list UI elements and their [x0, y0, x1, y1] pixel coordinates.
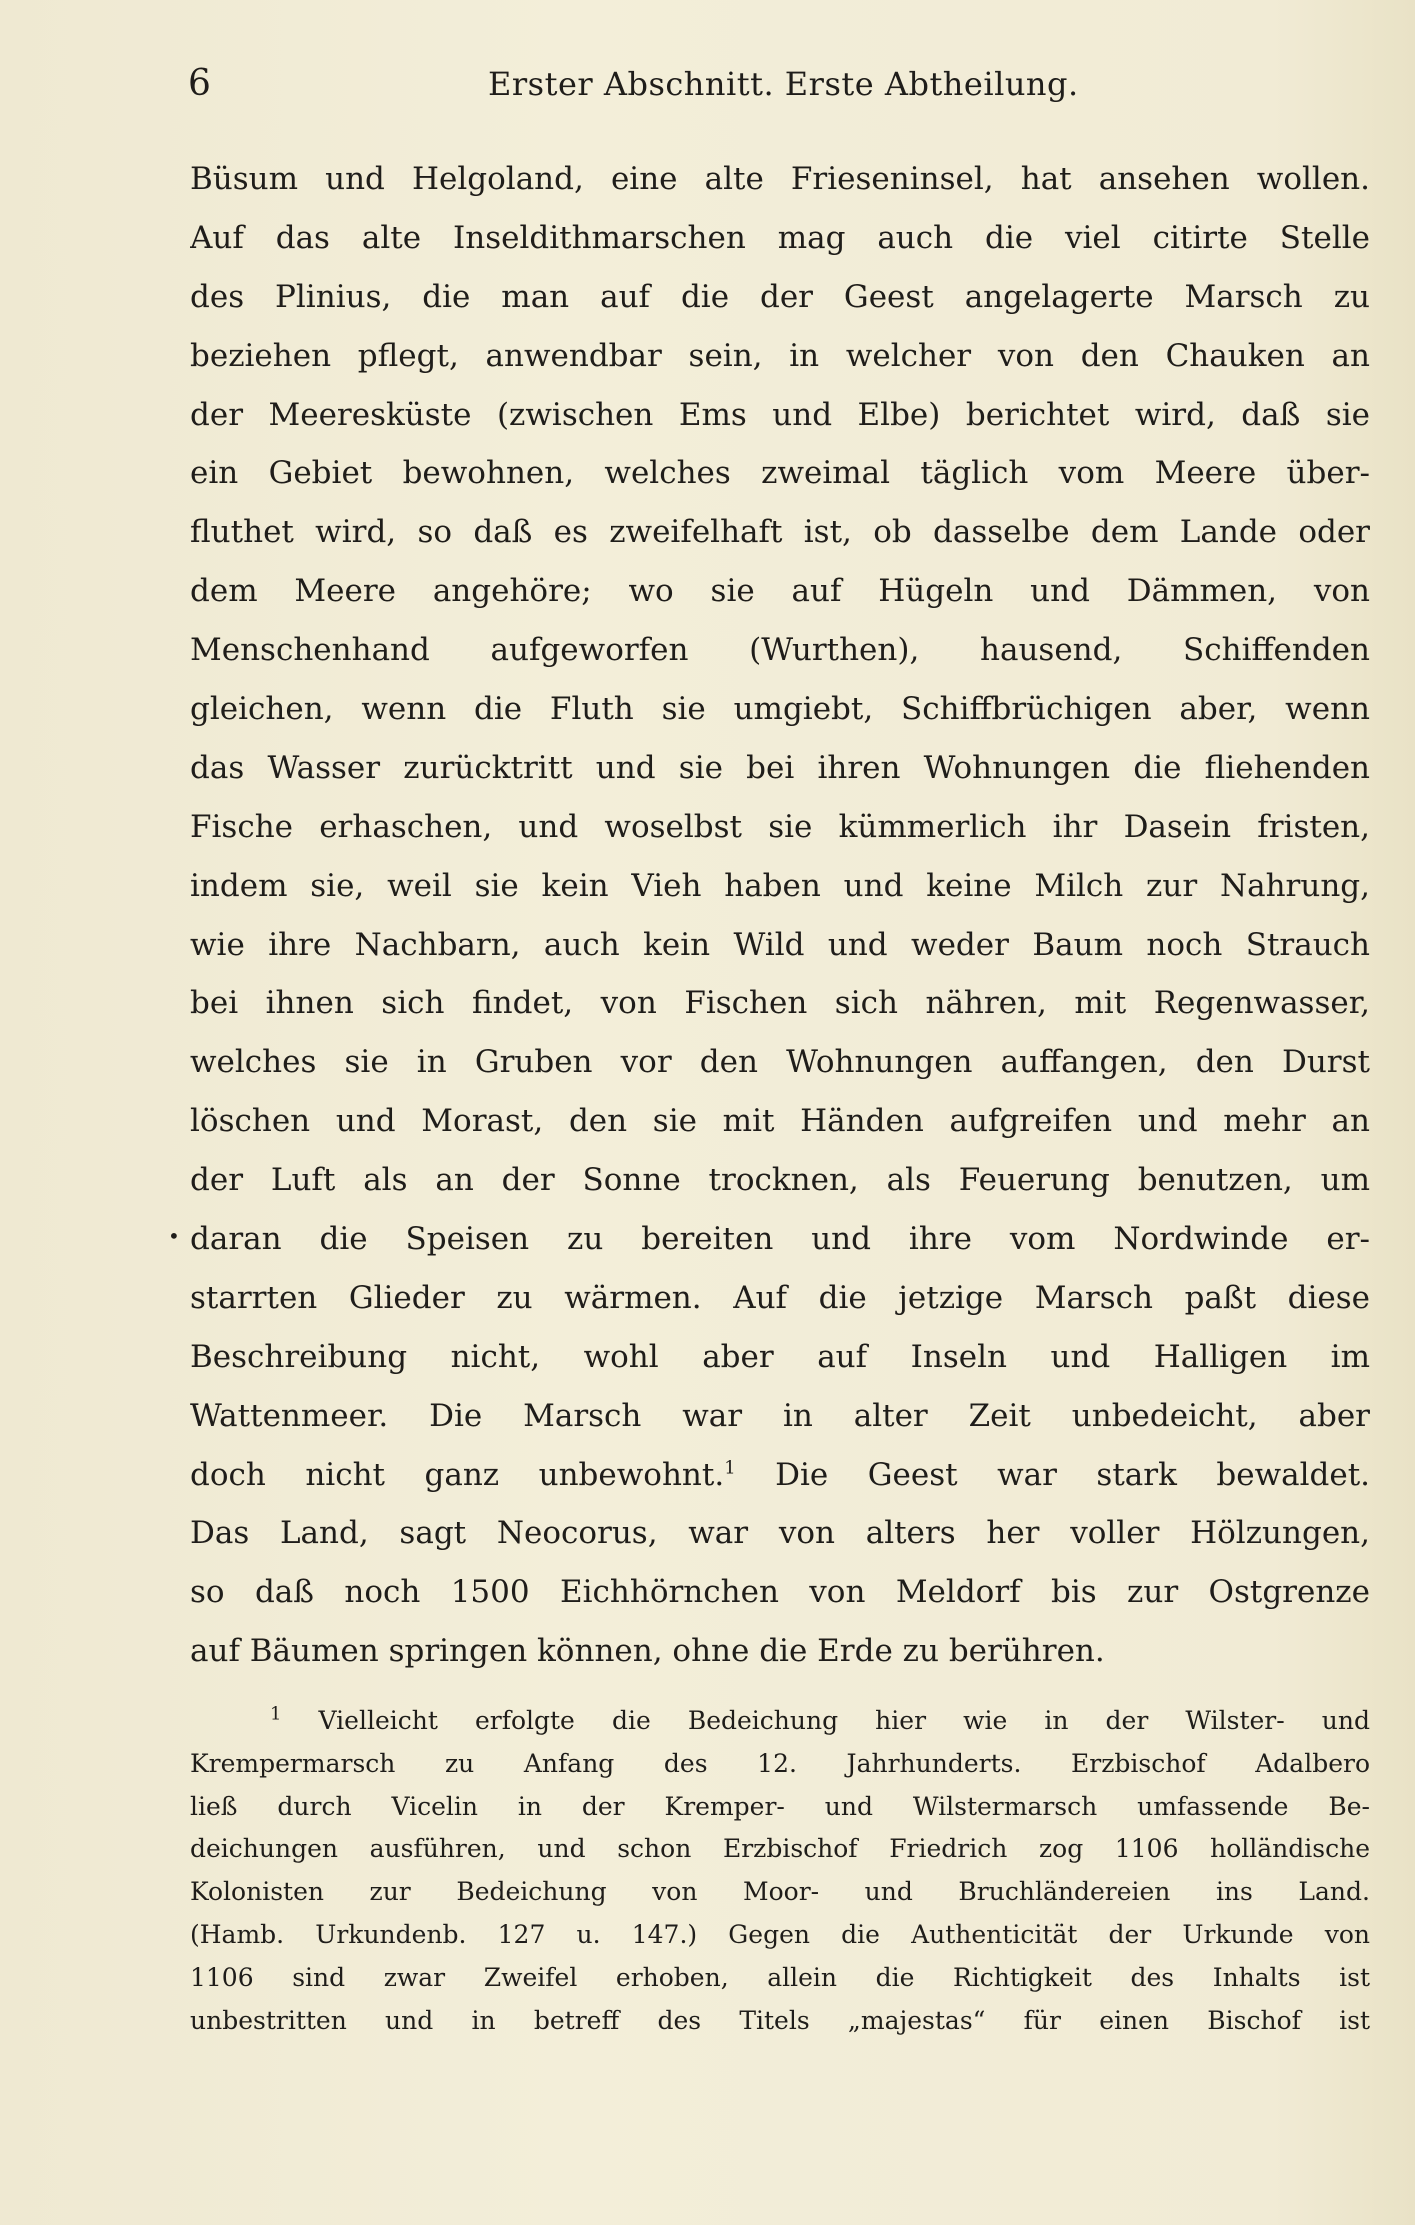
footnote-text: Vielleicht erfolgte die Bedeichung hier wie in der Wilster- und: [318, 1706, 1370, 1735]
text-line: wie ihre Nachbarn, auch kein Wild und weder Baum noch Strauch: [190, 926, 1370, 963]
page-number: 6: [188, 63, 211, 104]
text-line: der Luft als an der Sonne trocknen, als Feuerung benutzen, um: [190, 1162, 1370, 1199]
footnote-line: Krempermarsch zu Anfang des 12. Jahrhunderts. Erzbischof Adalbero: [190, 1748, 1370, 1778]
text-line: beziehen pflegt, anwendbar sein, in welcher von den Chauken an: [190, 337, 1370, 374]
footnote-line: 1106 sind zwar Zweifel erhoben, allein die Richtigkeit des Inhalts ist: [190, 1962, 1370, 1992]
text-line: Wattenmeer. Die Marsch war in alter Zeit unbedeicht, aber: [190, 1397, 1370, 1434]
text-line: Fische erhaschen, und woselbst sie kümmerlich ihr Dasein fristen,: [190, 808, 1370, 845]
text-line: indem sie, weil sie kein Vieh haben und keine Milch zur Nahrung,: [190, 867, 1370, 904]
text-line: so daß noch 1500 Eichhörnchen von Meldorf bis zur Ostgrenze: [190, 1574, 1370, 1611]
running-head: Erster Abschnitt. Erste Abtheilung.: [488, 65, 1079, 103]
text-line: Das Land, sagt Neocorus, war von alters her voller Hölzungen,: [190, 1515, 1370, 1552]
text-segment: Die Geest war stark bewaldet.: [775, 1456, 1370, 1493]
footnote-line: ließ durch Vicelin in der Kremper- und Wilstermarsch umfassende Be-: [190, 1791, 1370, 1821]
text-line: ein Gebiet bewohnen, welches zweimal täglich vom Meere über-: [190, 455, 1370, 492]
text-line: Menschenhand aufgeworfen (Wurthen), hausend, Schiffenden: [190, 632, 1370, 669]
text-line: fluthet wird, so daß es zweifelhaft ist, ob dasselbe dem Lande oder: [190, 514, 1370, 551]
margin-mark: •: [168, 1224, 180, 1248]
text-line: des Plinius, die man auf die der Geest angelagerte Marsch zu: [190, 278, 1370, 315]
text-line: Beschreibung nicht, wohl aber auf Inseln und Halligen im: [190, 1338, 1370, 1375]
footnote-line: deichungen ausführen, und schon Erzbischof Friedrich zog 1106 holländische: [190, 1834, 1370, 1864]
text-line: daran die Speisen zu bereiten und ihre vom Nordwinde er-: [190, 1221, 1370, 1258]
footnote-ref: 1: [724, 1457, 736, 1479]
footnote-line: unbestritten und in betreff des Titels „majestas“ für einen Bischof ist: [190, 2005, 1370, 2035]
footnote-line: Kolonisten zur Bedeichung von Moor- und Bruchländereien ins Land.: [190, 1877, 1370, 1907]
text-line: Auf das alte Inseldithmarschen mag auch die viel citirte Stelle: [190, 219, 1370, 256]
text-line: dem Meere angehöre; wo sie auf Hügeln und Dämmen, von: [190, 573, 1370, 610]
text-line: gleichen, wenn die Fluth sie umgiebt, Schiffbrüchigen aber, wenn: [190, 691, 1370, 728]
footnote: [190, 1700, 1370, 2042]
footnote-line: (Hamb. Urkundenb. 127 u. 147.) Gegen die Authenticität der Urkunde von: [190, 1919, 1370, 1949]
footnote-line: [190, 1700, 1370, 1743]
text-line-with-footnote-ref: [190, 1446, 1370, 1505]
text-segment: doch nicht ganz unbewohnt.: [190, 1456, 725, 1493]
text-line: der Meeresküste (zwischen Ems und Elbe) berichtet wird, daß sie: [190, 396, 1370, 433]
text-line: starrten Glieder zu wärmen. Auf die jetzige Marsch paßt diese: [190, 1279, 1370, 1316]
text-line: auf Bäumen springen können, ohne die Erde zu berühren.: [190, 1633, 1105, 1670]
text-line: bei ihnen sich findet, von Fischen sich nähren, mit Regenwasser,: [190, 985, 1370, 1022]
text-line: das Wasser zurücktritt und sie bei ihren Wohnungen die fliehenden: [190, 749, 1370, 786]
body-text: [190, 150, 1370, 1681]
text-line: welches sie in Gruben vor den Wohnungen auffangen, den Durst: [190, 1044, 1370, 1081]
text-line: löschen und Morast, den sie mit Händen aufgreifen und mehr an: [190, 1103, 1370, 1140]
footnote-marker: 1: [270, 1703, 282, 1725]
text-line: Büsum und Helgoland, eine alte Frieseninsel, hat ansehen wollen.: [190, 161, 1370, 197]
